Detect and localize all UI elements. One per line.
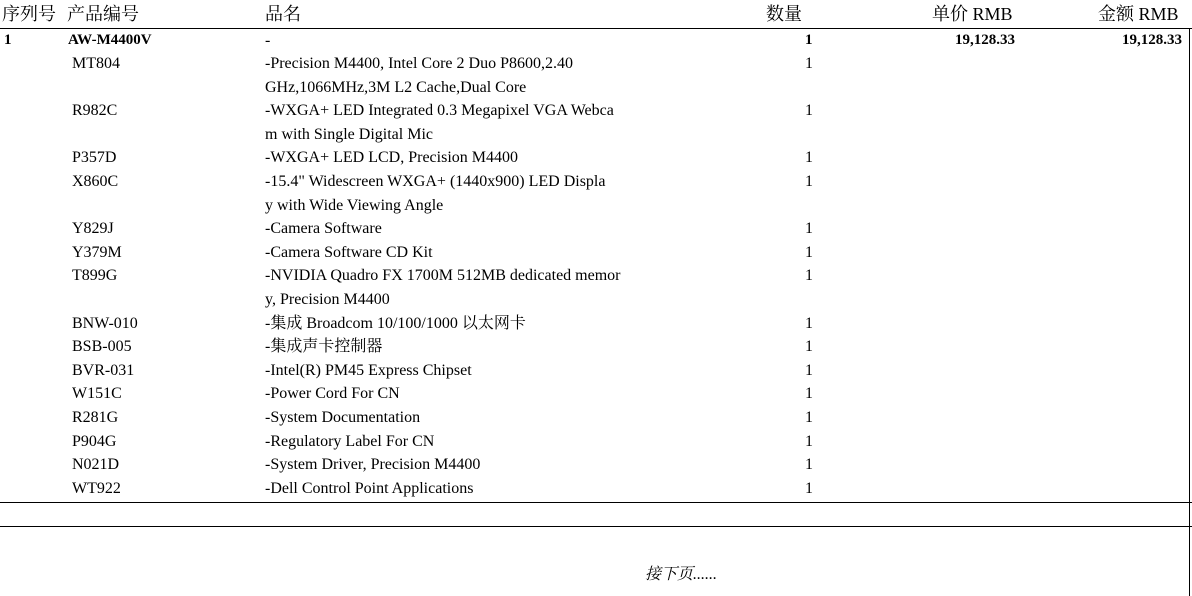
item-code: BVR-031 (72, 361, 135, 379)
item-code: W151C (72, 385, 122, 403)
item-qty: 1 (805, 479, 813, 497)
item-code: T899G (72, 267, 118, 285)
item-description: -Power Cord For CN (265, 385, 400, 403)
header-product-code: 产品编号 (67, 4, 139, 24)
item-qty: 1 (805, 409, 813, 426)
main-row-seq: 1 (4, 32, 12, 48)
item-code: WT922 (72, 479, 121, 497)
blank-row-bottom-rule (0, 526, 1192, 527)
header-amount: 金额 RMB (1098, 4, 1179, 24)
item-description: -Intel(R) PM45 Express Chipset (265, 361, 472, 379)
continued-note: 接下页...... (645, 566, 718, 583)
item-description: -System Driver, Precision M4400 (265, 456, 481, 474)
main-row-name: - (265, 32, 271, 49)
item-description: -Precision M4400, Intel Core 2 Duo P8600,2.40 GHz,1066MHz,3M L2 Cache,Dual Core (265, 55, 573, 96)
item-description: -Dell Control Point Applications (265, 479, 474, 497)
item-qty: 1 (805, 149, 813, 167)
header-unit-price: 单价 RMB (932, 4, 1013, 24)
header-product-name: 品名 (265, 4, 301, 24)
item-code: BSB-005 (72, 338, 132, 356)
item-qty: 1 (805, 361, 813, 379)
item-description: -Camera Software CD Kit (265, 243, 433, 261)
item-qty: 1 (805, 338, 813, 356)
item-qty: 1 (805, 243, 813, 261)
item-description: -集成声卡控制器 (265, 338, 383, 356)
item-code: Y829J (72, 220, 114, 238)
item-qty: 1 (805, 220, 813, 238)
item-description: -集成 Broadcom 10/100/1000 以太网卡 (265, 314, 526, 332)
item-qty: 1 (805, 385, 813, 403)
right-border (1189, 28, 1190, 596)
item-code: X860C (72, 173, 119, 190)
main-row-amount: 19,128.33 (1122, 32, 1182, 48)
item-description: -NVIDIA Quadro FX 1700M 512MB dedicated memor y, Precision M4400 (265, 267, 621, 308)
main-row-unit-price: 19,128.33 (955, 32, 1015, 48)
item-code: MT804 (72, 55, 120, 72)
item-description: -Camera Software (265, 220, 382, 238)
header-seq: 序列号 (2, 4, 56, 24)
main-row-qty: 1 (805, 32, 813, 48)
item-description: -WXGA+ LED Integrated 0.3 Megapixel VGA Webca m with Single Digital Mic (265, 102, 614, 143)
item-code: R281G (72, 409, 119, 426)
item-code: N021D (72, 456, 120, 474)
item-code: Y379M (72, 243, 122, 261)
item-description: -Regulatory Label For CN (265, 432, 435, 450)
main-row-code: AW-M4400V (68, 32, 152, 48)
item-qty: 1 (805, 55, 813, 72)
item-code: P357D (72, 149, 117, 167)
item-code: BNW-010 (72, 314, 138, 332)
item-qty: 1 (805, 267, 813, 285)
item-qty: 1 (805, 173, 813, 190)
item-description: -15.4" Widescreen WXGA+ (1440x900) LED Displa y with Wide Viewing Angle (265, 173, 606, 214)
item-description: -System Documentation (265, 409, 421, 426)
items-bottom-rule (0, 502, 1192, 503)
header-quantity: 数量 (766, 4, 802, 24)
item-qty: 1 (805, 456, 813, 474)
item-qty: 1 (805, 314, 813, 332)
item-code: P904G (72, 432, 117, 450)
item-qty: 1 (805, 102, 813, 120)
item-code: R982C (72, 102, 118, 120)
item-qty: 1 (805, 432, 813, 450)
item-description: -WXGA+ LED LCD, Precision M4400 (265, 149, 518, 167)
